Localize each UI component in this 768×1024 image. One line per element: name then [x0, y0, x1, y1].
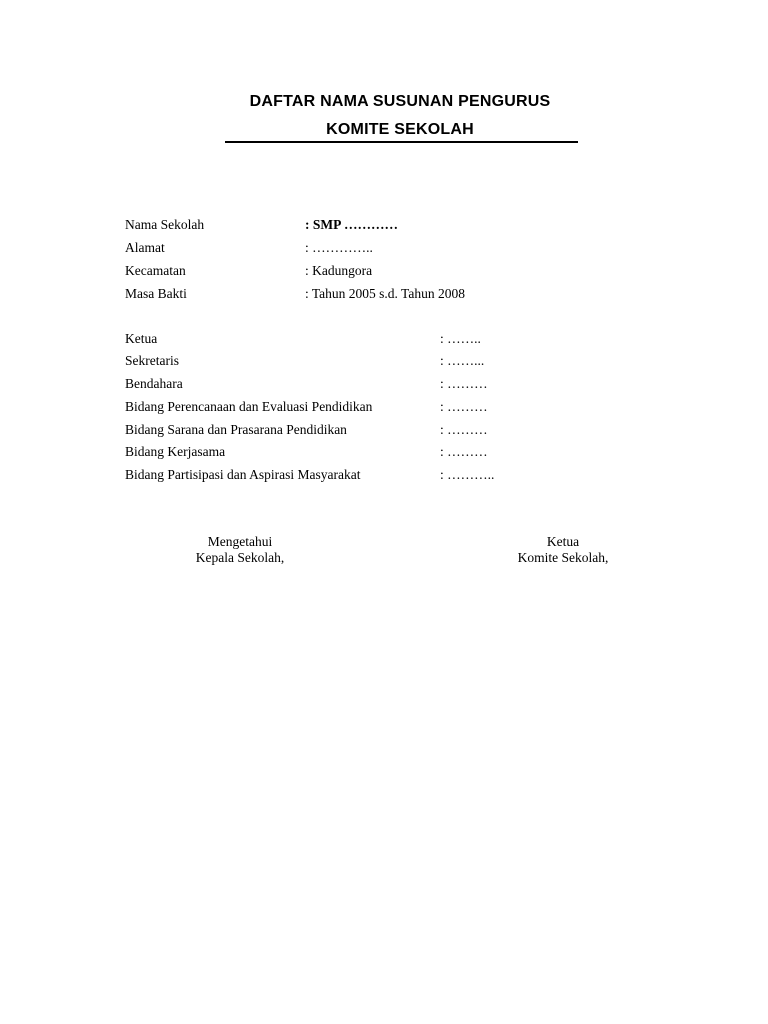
officer-role: Bidang Partisipasi dan Aspirasi Masyarakat — [125, 467, 361, 482]
info-label: Nama Sekolah — [125, 217, 205, 232]
info-label: Alamat — [125, 240, 165, 255]
officer-name: : …….. — [440, 331, 481, 346]
officer-name: : ……… — [440, 376, 488, 391]
officer-name: : ……… — [440, 422, 488, 437]
officer-role: Bidang Sarana dan Prasarana Pendidikan — [125, 422, 347, 437]
officer-role: Bidang Kerjasama — [125, 444, 226, 459]
signature-left-line2: Kepala Sekolah, — [195, 550, 285, 565]
signature-left — [170, 534, 310, 566]
document-title: DAFTAR NAMA SUSUNAN PENGURUS — [249, 93, 551, 110]
info-value: : Kadungora — [305, 263, 373, 278]
officer-role: Bendahara — [125, 376, 183, 391]
document-subtitle: KOMITE SEKOLAH — [326, 121, 474, 138]
officer-role: Bidang Perencanaan dan Evaluasi Pendidikan — [125, 399, 373, 414]
signature-left-line1: Mengetahui — [207, 534, 273, 549]
info-value: : SMP ………… — [305, 217, 398, 232]
info-label: Kecamatan — [125, 263, 186, 278]
officer-name: : ……... — [440, 353, 485, 368]
title-underline — [225, 141, 578, 143]
info-label: Masa Bakti — [125, 286, 187, 301]
signature-right — [493, 534, 633, 566]
signature-right-line1: Ketua — [546, 534, 580, 549]
officer-role: Sekretaris — [125, 353, 179, 368]
officer-name: : ……… — [440, 444, 488, 459]
officer-role: Ketua — [125, 331, 158, 346]
officer-name: : ……… — [440, 399, 488, 414]
signature-right-line2: Komite Sekolah, — [517, 550, 609, 565]
info-value: : Tahun 2005 s.d. Tahun 2008 — [305, 286, 465, 301]
officer-name: : ……….. — [440, 467, 495, 482]
info-value: : ………….. — [305, 240, 373, 255]
